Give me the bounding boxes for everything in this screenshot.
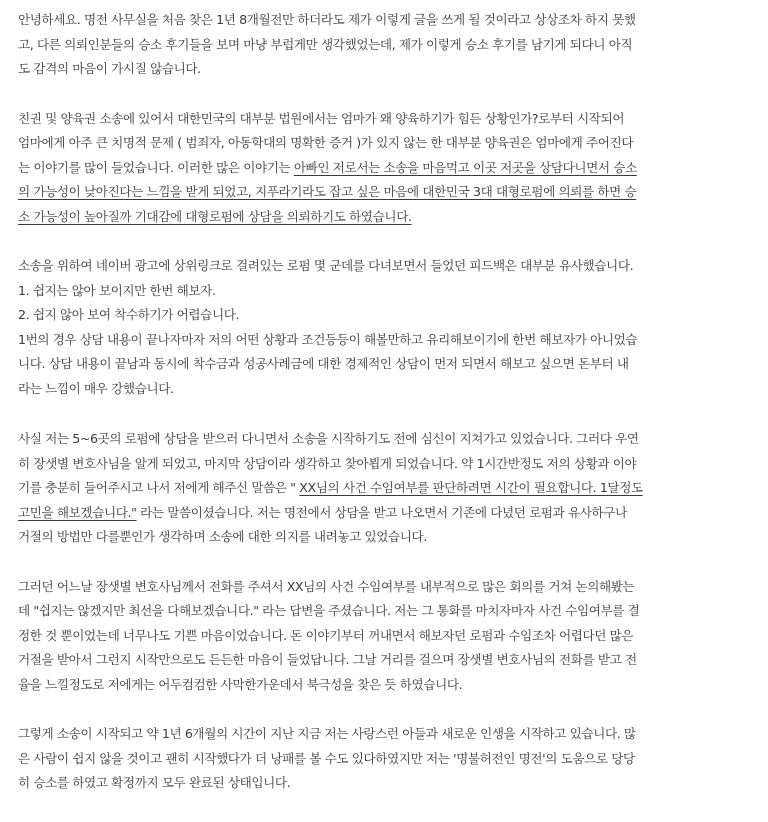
text-segment: 1번의 경우 상담 내용이 끝나자마자 저의 어떤 상황과 조건등등이 해볼만하고 유리해보이기에 한번 해보자가 아니었습 <box>18 331 638 347</box>
underlined-text: XX님의 사건 수임여부를 판단하려면 시간이 필요합니다. 1달정도 <box>299 480 643 495</box>
text-line <box>18 427 750 452</box>
text-line <box>18 673 750 698</box>
paragraph-outcome <box>18 722 750 796</box>
text-segment: 히 장샛별 변호사님을 알게 되었고, 마지막 상담이라 생각하고 찾아뵙게 되었습니다. 약 1시간반정도 저의 상황과 이야 <box>18 455 637 471</box>
text-segment: 2. 쉽지 않아 보여 착수하기가 어렵습니다. <box>18 307 240 322</box>
text-line <box>18 205 750 230</box>
text-segment: 라는 말씀이셨습니다. 저는 명전에서 상담을 받고 나오면서 기존에 다녔던 로펌과 유사하구나 <box>136 504 627 520</box>
text-segment: 거절의 방법만 다를뿐인가 생각하며 소송에 대한 의지를 내려놓고 있었습니다. <box>18 529 427 544</box>
text-line <box>18 303 750 328</box>
text-segment: 사실 저는 5~6곳의 로펌에 상담을 받으러 다니면서 소송을 시작하기도 전에 심신이 지쳐가고 있었습니다. 그러다 우연 <box>18 431 639 446</box>
text-segment: 기를 충분히 들어주시고 나서 저에게 해주신 말씀은 " <box>18 480 300 495</box>
text-segment: 도 감격의 마음이 가시질 않습니다. <box>18 61 201 76</box>
text-segment: 정한 것 뿐이었는데 너무나도 기쁜 마음이었습니다. 돈 이야기부터 꺼내면서 해보자던 로펌과 수임조차 어렵다던 많은 <box>18 627 634 643</box>
text-line <box>18 180 750 205</box>
text-line <box>18 525 750 550</box>
paragraph-acceptance-call <box>18 575 750 698</box>
text-segment: 율을 느낄정도로 저에게는 어두컴컴한 사막한가운데서 북극성을 찾은 듯 하였습니다. <box>18 676 463 692</box>
text-line <box>18 501 750 526</box>
text-segment: 니다. 상담 내용이 끝남과 동시에 착수금과 성공사례금에 대한 경제적인 상담이 먼저 되면서 해보고 싶으면 돈부터 내 <box>18 356 629 371</box>
text-line <box>18 722 750 747</box>
text-segment: 데 "쉽지는 않겠지만 최선을 다해보겠습니다." 라는 답변을 주셨습니다. 저는 그 통화를 마치자마자 사건 수임여부를 결 <box>18 603 640 618</box>
text-line <box>18 131 750 156</box>
text-line <box>18 279 750 304</box>
text-segment: 엄마에게 아주 큰 치명적 문제 ( 범죄자, 아동학대의 명확한 증거 )가 있지 않는 한 대부분 양육권은 엄마에게 주어진다 <box>18 135 634 150</box>
text-line <box>18 254 750 279</box>
text-line <box>18 648 750 673</box>
text-line <box>18 33 750 58</box>
text-line <box>18 156 750 181</box>
text-segment: 1. 쉽지는 않아 보이지만 한번 해보자. <box>18 282 216 298</box>
text-line <box>18 107 750 132</box>
paragraph-first-consultation <box>18 427 750 550</box>
text-line <box>18 352 750 377</box>
underlined-text: 고민을 해보겠습니다." <box>18 504 137 520</box>
text-segment: 그러던 어느날 장샛별 변호사님께서 전화를 주셔서 XX님의 사건 수임여부를 내부적으로 많은 회의를 거쳐 논의해봤는 <box>18 578 635 594</box>
text-line <box>18 771 750 796</box>
text-segment: 그렇게 소송이 시작되고 약 1년 6개월의 시간이 지난 지금 저는 사랑스런 아들과 새로운 인생을 시작하고 있습니다. 많 <box>18 726 636 741</box>
text-segment: 는 이야기를 많이 들었습니다. 이러한 많은 이야기는 <box>18 159 294 175</box>
text-line <box>18 747 750 772</box>
text-segment: 히 승소를 하였고 확정까지 모두 완료된 상태입니다. <box>18 775 291 790</box>
paragraph-law-firm-feedback <box>18 254 750 401</box>
text-line <box>18 328 750 353</box>
text-segment: 라는 느낌이 매우 강했습니다. <box>18 380 174 396</box>
paragraph-custody-background <box>18 107 750 230</box>
text-line <box>18 476 750 501</box>
text-line <box>18 452 750 477</box>
text-segment: 거절을 받아서 그런지 시작만으로도 든든한 마음이 들었답니다. 그날 거리를 걸으며 장샛별 변호사님의 전화를 받고 전 <box>18 652 637 667</box>
text-segment: 친권 및 양육권 소송에 있어서 대한민국의 대부분 법원에서는 엄마가 왜 양육하기가 힘든 상황인가?로부터 시작되어 <box>18 110 625 126</box>
text-segment: 은 사람이 쉽지 않을 것이고 괜히 시작했다가 더 낭패를 볼 수도 있다하였지만 저는 '명불허전인 명전'의 도움으로 당당 <box>18 750 635 766</box>
text-segment: 안녕하세요. 명전 사무실을 처음 찾은 1년 8개월전만 하더라도 제가 이렇게 글을 쓰게 될 것이라고 상상조차 하지 못했 <box>18 12 636 27</box>
text-line <box>18 57 750 82</box>
text-segment: 소송을 위하여 네이버 광고에 상위링크로 걸려있는 로펌 몇 군데를 다녀보면서 들었던 피드백은 대부분 유사했습니다. <box>18 258 634 273</box>
text-line <box>18 624 750 649</box>
text-segment: 고, 다른 의뢰인분들의 승소 후기들을 보며 마냥 부럽게만 생각했었는데, 제가 이렇게 승소 후기를 남기게 되다니 아직 <box>18 36 633 52</box>
text-line <box>18 377 750 402</box>
underlined-text: 의 가능성이 낮아진다는 느낌을 받게 되었고, 지푸라기라도 잡고 싶은 마음에 대한민국 3대 대형로펌에 의뢰를 하면 승 <box>18 184 637 199</box>
underlined-text: 아빠인 저로서는 소송을 마음먹고 이곳 저곳을 상담다니면서 승소 <box>293 159 637 175</box>
paragraph-intro <box>18 8 750 82</box>
text-line <box>18 599 750 624</box>
text-line <box>18 8 750 33</box>
underlined-text: 소 가능성이 높아질까 기대감에 대형로펌에 상담을 의뢰하기도 하였습니다. <box>18 208 412 224</box>
text-line <box>18 575 750 600</box>
